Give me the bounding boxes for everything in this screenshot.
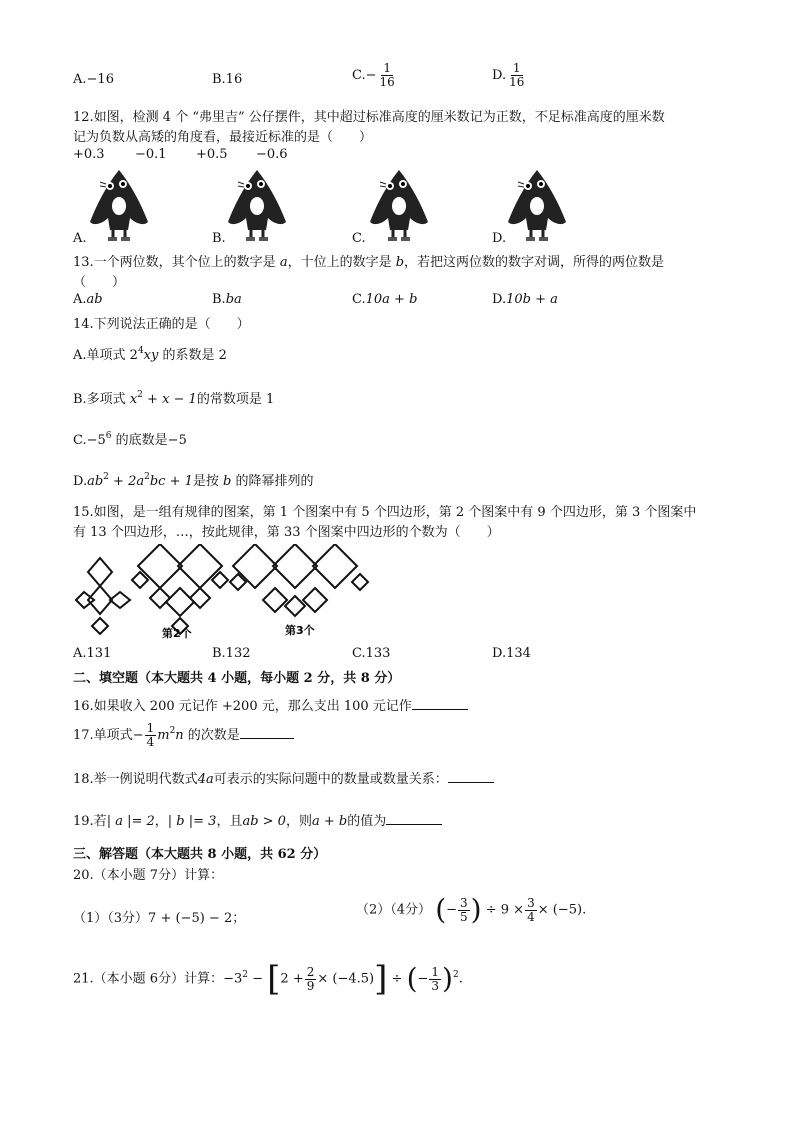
q11-option-d: D. $\frac{1}{16}$ (492, 61, 525, 89)
q14-option-d: $D.ab^2 + 2a^2bc + 1$是按 b 的降幂排列的 (73, 472, 314, 489)
q14-stem: 14.下列说法正确的是（ ） (73, 317, 250, 332)
q20-stem: 20.（本小题 7分）计算： (73, 868, 224, 883)
q12-option-a-label: A. (73, 231, 87, 246)
q15-option-a: A.131 (73, 646, 112, 661)
q19-answer-blank[interactable] (386, 812, 442, 825)
q15-option-c: C.133 (352, 646, 391, 661)
q12-figure-b (224, 166, 290, 242)
q11-option-c: C.− $\frac{1}{16}$ (352, 61, 395, 89)
q16-answer-blank[interactable] (412, 697, 468, 710)
section2-title: 二、填空题（本大题共 4 小题，每小题 2 分，共 8 分） (73, 671, 401, 686)
q12-option-b-label: B. (212, 231, 226, 246)
q13-stem-line2: （ ） (73, 275, 126, 290)
q19: 19.若| a |= 2，| b |= 3，且ab > 0，则a + b的值为 (73, 810, 442, 829)
q21: 21.（本小题 6分）计算：$-3^2 - [2$ + $\frac{2}{9}$ × (−4.5)] ÷ (− $\frac{1}{3}$ )$^2$. (73, 959, 463, 999)
q12-figure-c (366, 166, 432, 242)
q12-stem-line1: 12.如图，检测 4 个 “弗里吉” 公仔摆件，其中超过标准高度的厘米数记为正数，不足标准高度的厘米数 (73, 110, 665, 125)
q15-fig3-label: 第3个 (285, 624, 315, 637)
q18-answer-blank[interactable] (448, 770, 494, 783)
q15-stem-line2: 有 13 个四边形，…，按此规律，第 33 个图案中四边形的个数为（ ） (73, 525, 500, 540)
q14-option-a: A.单项式 $2^4xy$ 的系数是 2 (73, 346, 227, 363)
q12-value-2: −0.1 (135, 147, 167, 162)
q13-option-a: A.ab (73, 292, 103, 307)
q11-option-a: A.−16 (73, 72, 114, 87)
q15-option-b: B.132 (212, 646, 251, 661)
q12-figure-a (86, 166, 152, 242)
q15-stem-line1: 15.如图，是一组有规律的图案，第 1 个图案中有 5 个四边形，第 2 个图案中有 9 个四边形，第 3 个图案中 (73, 505, 697, 520)
q18: 18.举一例说明代数式4a可表示的实际问题中的数量或数量关系： (73, 768, 494, 787)
q13-option-c: C.10a + b (352, 292, 418, 307)
q15-option-d: D.134 (492, 646, 531, 661)
q13-option-b: B.ba (212, 292, 242, 307)
q20-part1: （1）（3分）7 + (−5) − 2； (73, 911, 246, 926)
q11-option-b: B.16 (212, 72, 243, 87)
q20-part2: （2）（4分） (− $\frac{3}{5}$ ) ÷ 9 × $\frac{3}{4}$ × (−5). (356, 893, 587, 926)
q12-value-1: +0.3 (73, 147, 105, 162)
q17: 17.单项式− $\frac{1}{4}$ $m^2n$ 的次数是 (73, 722, 294, 749)
q14-option-c: $C.-5^6$ 的底数是−5 (73, 431, 187, 448)
q12-value-3: +0.5 (196, 147, 228, 162)
section3-title: 三、解答题（本大题共 8 小题，共 62 分） (73, 847, 327, 862)
q14-option-b: B.多项式 $x^2 + x - 1$的常数项是 1 (73, 390, 275, 407)
q13-option-d: D.10b + a (492, 292, 558, 307)
q12-figure-d (504, 166, 570, 242)
q17-answer-blank[interactable] (240, 726, 294, 739)
q15-fig2-label: 第2个 (162, 627, 192, 640)
q15-pattern-figure (70, 544, 370, 642)
q13-stem-line1: 13.一个两位数，其个位上的数字是 a，十位上的数字是 b，若把这两位数的数字对调，所得的两位数是 (73, 255, 665, 270)
q12-option-c-label: C. (352, 231, 366, 246)
q16: 16.如果收入 200 元记作 +200 元，那么支出 100 元记作 (73, 695, 468, 714)
q12-value-4: −0.6 (256, 147, 288, 162)
q12-option-d-label: D. (492, 231, 507, 246)
q12-stem-line2: 记为负数从高矮的角度看，最接近标准的是（ ） (73, 130, 373, 145)
